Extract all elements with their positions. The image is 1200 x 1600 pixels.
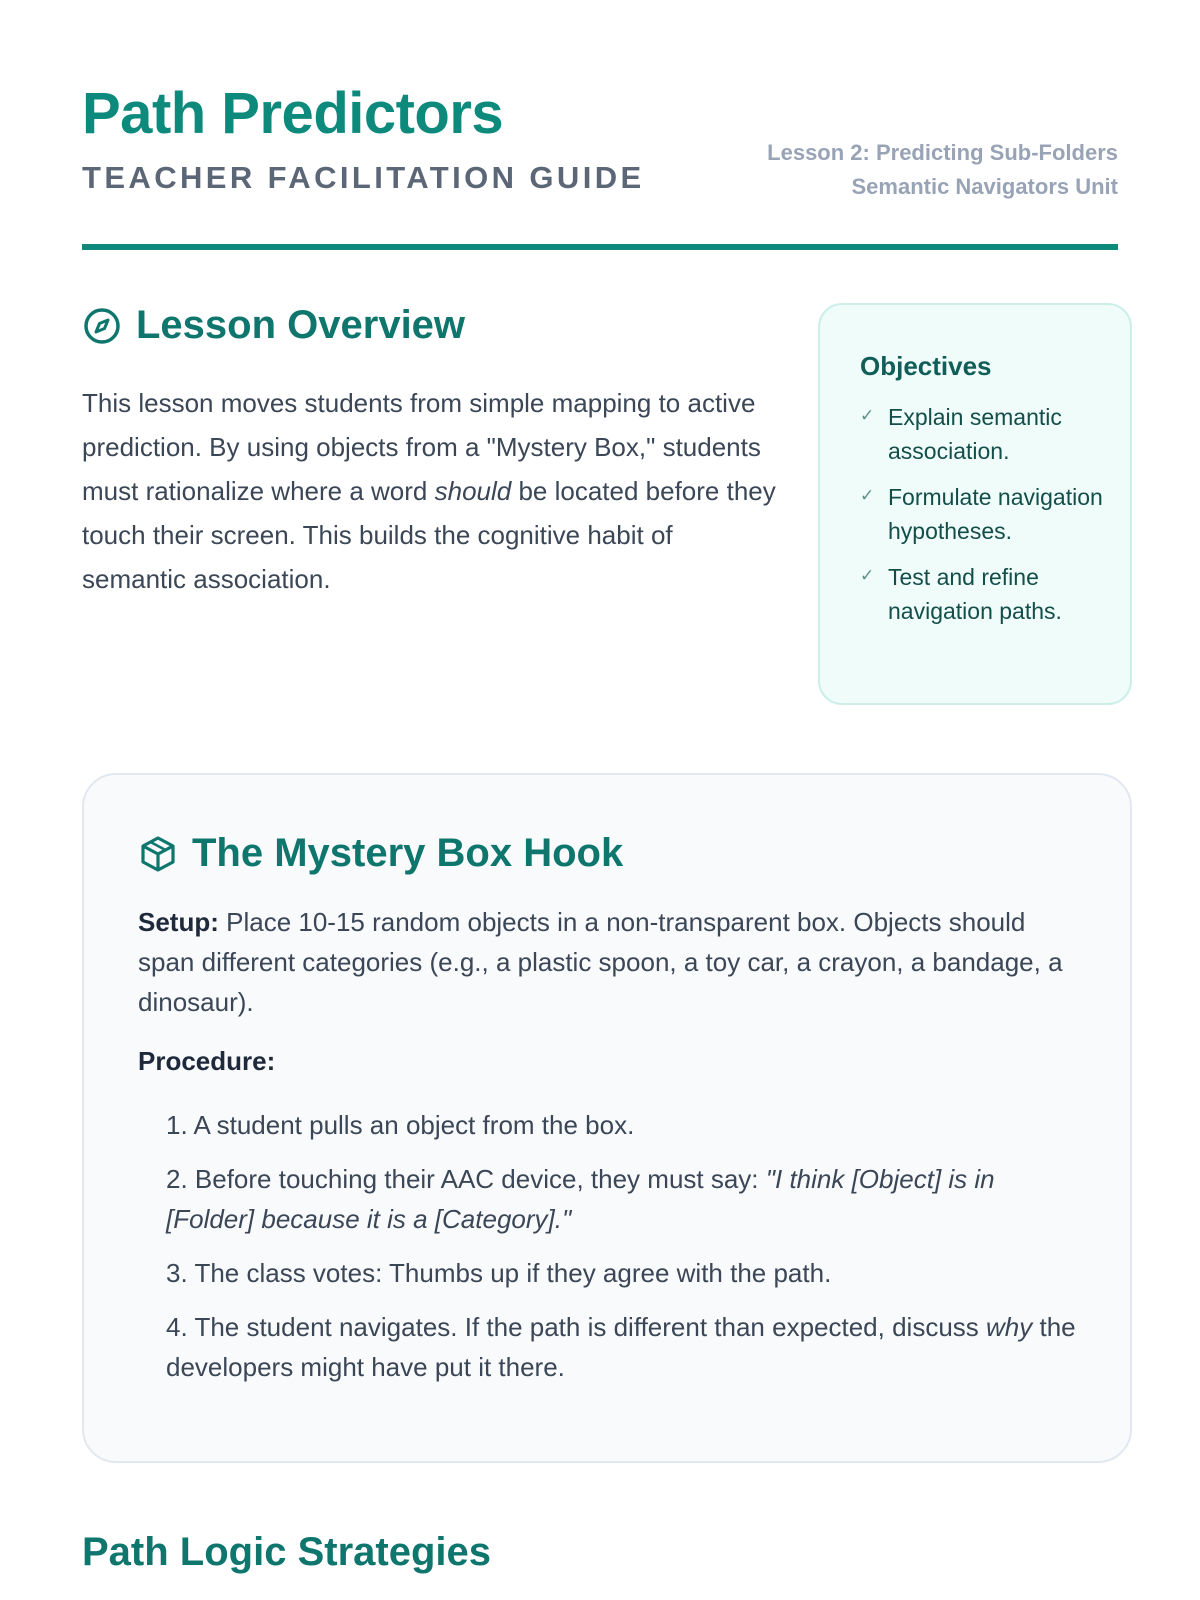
procedure-step [166, 1253, 1076, 1293]
setup-label: Setup: [138, 907, 219, 937]
overview-heading-row [82, 303, 782, 348]
overview-text [82, 381, 782, 601]
step-quote: "I think [Object] is in [Folder] because it is a [Category]." [166, 1164, 995, 1234]
objective-text: Explain semantic association. [888, 404, 1062, 464]
procedure-step [166, 1105, 1076, 1145]
overview-text-part: be located before they touch their screen. This builds the cognitive habit of semantic association. [82, 476, 776, 594]
compass-icon [82, 306, 122, 346]
step-text: 4. The student navigates. If the path is different than expected, discuss [166, 1312, 987, 1342]
procedure-step [166, 1307, 1076, 1387]
step-text: 1. A student pulls an object from the box. [166, 1110, 635, 1140]
step-text: the developers might have put it there. [166, 1312, 1076, 1382]
box-icon [138, 834, 178, 874]
lesson-label: Lesson 2: Predicting Sub-Folders [767, 140, 1118, 165]
step-text: 2. Before touching their AAC device, they must say: [166, 1164, 766, 1194]
guide-header [82, 0, 1118, 250]
objective-text: Formulate navigation hypotheses. [888, 484, 1103, 544]
step-text: 3. The class votes: Thumbs up if they agree with the path. [166, 1258, 832, 1288]
setup-text: Place 10-15 random objects in a non-transparent box. Objects should span different categories (e.g., a plastic spoon, a toy car, a crayon, a bandage, a dinosaur). [138, 907, 1063, 1017]
lesson-meta [767, 136, 1118, 204]
guide-subtitle: TEACHER FACILITATION GUIDE [82, 160, 645, 195]
objective-item [860, 480, 1106, 548]
path-logic-strategies-heading: Path Logic Strategies [82, 1530, 491, 1574]
hook-heading-row [138, 831, 1076, 876]
mystery-box-hook-card [82, 773, 1132, 1463]
check-icon: ✓ [860, 566, 875, 585]
step-emphasis: why [986, 1312, 1033, 1342]
procedure-steps [138, 1105, 1076, 1387]
hook-heading: The Mystery Box Hook [192, 831, 624, 875]
overview-text-part: This lesson moves students from simple mapping to active prediction. By using objects from a "Mystery Box," students must rationalize where a word [82, 388, 761, 506]
unit-label: Semantic Navigators Unit [851, 174, 1118, 199]
setup-paragraph [138, 902, 1076, 1022]
objectives-box [818, 303, 1132, 705]
overview-heading: Lesson Overview [136, 303, 466, 347]
guide-title: Path Predictors [82, 81, 504, 146]
check-icon: ✓ [860, 406, 875, 425]
procedure-step [166, 1159, 1076, 1239]
lesson-overview-section [82, 303, 782, 601]
procedure-label: Procedure: [138, 1046, 276, 1076]
objectives-title: Objectives [860, 351, 992, 381]
objective-item [860, 560, 1106, 628]
check-icon: ✓ [860, 486, 875, 505]
objective-item [860, 400, 1106, 468]
objective-text: Test and refine navigation paths. [888, 564, 1062, 624]
overview-text-emphasis: should [434, 476, 512, 506]
